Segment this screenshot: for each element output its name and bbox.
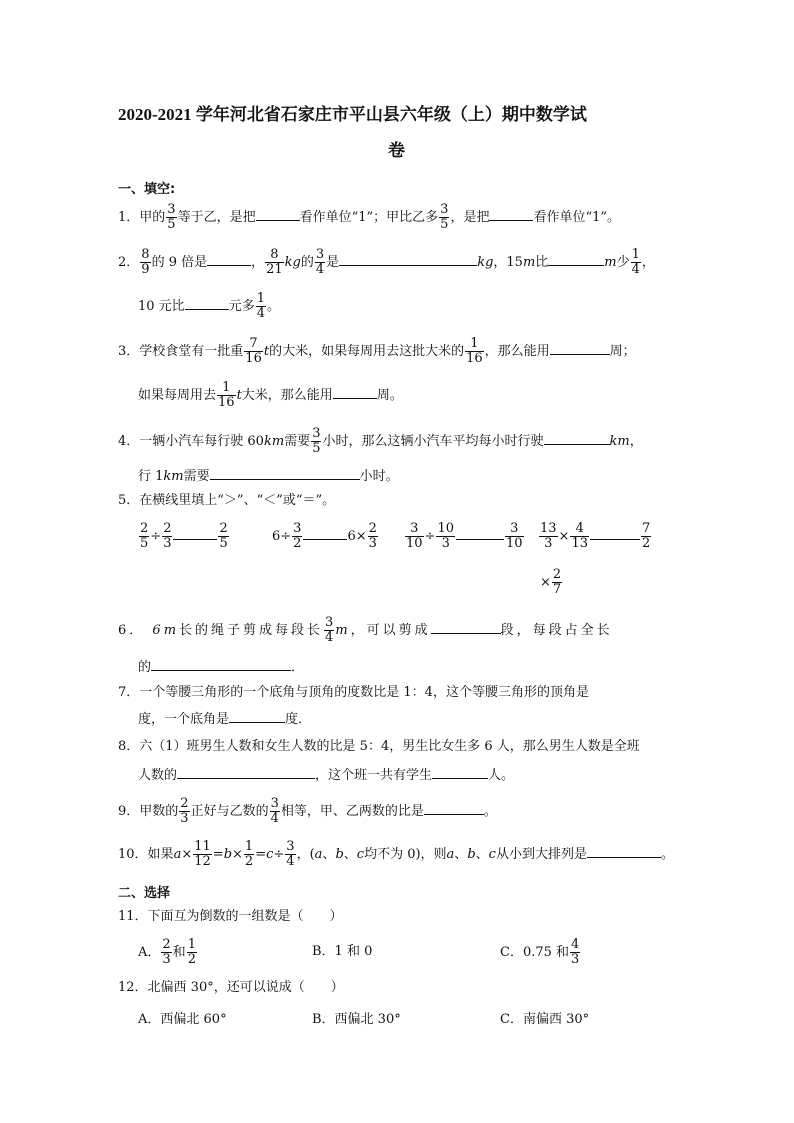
answer-blank[interactable]: [550, 340, 610, 355]
answer-blank[interactable]: [456, 525, 504, 540]
q11-option-c[interactable]: C．0.75 和 $\frac{4}{3}$: [500, 937, 580, 967]
denominator: 5: [140, 536, 149, 551]
answer-blank[interactable]: [151, 656, 291, 671]
answer-blank[interactable]: [339, 251, 477, 266]
numerator: 8: [270, 247, 279, 262]
denominator: 3: [436, 536, 455, 551]
denominator: 16: [245, 351, 262, 366]
question-8-cont: 人数的 ，这个班一共有学生 人。: [138, 764, 514, 786]
denominator: 5: [167, 217, 176, 232]
numerator: 3: [167, 202, 176, 217]
fraction: [311, 427, 321, 456]
fraction: [315, 248, 325, 277]
numerator: 3: [510, 521, 519, 536]
denominator: 5: [312, 441, 321, 456]
answer-blank[interactable]: [229, 708, 285, 723]
numerator: 2: [140, 521, 149, 536]
answer-blank[interactable]: [590, 525, 640, 540]
denominator: 3: [571, 952, 580, 967]
denominator: 10: [406, 536, 423, 551]
numerator: 3: [440, 202, 449, 217]
q5-expr-4: $\frac{13}{3}$ × $\frac{4}{13}$ $\frac{7}{2}$: [540, 521, 651, 551]
numerator: 1: [256, 291, 265, 306]
question-3-cont: 如果每周用去 $\frac{1}{16}$ t大米，那么能用 周。: [138, 380, 403, 410]
numerator: 2: [368, 521, 377, 536]
numerator: 1: [187, 937, 196, 952]
fraction: [631, 248, 641, 277]
fraction: [570, 522, 589, 551]
denominator: 13: [571, 536, 588, 551]
numerator: 1: [631, 247, 640, 262]
fraction: [187, 938, 197, 967]
denominator: 9: [141, 262, 150, 277]
denominator: 16: [218, 395, 235, 410]
fraction: [217, 381, 236, 410]
numerator: 7: [249, 336, 258, 351]
answer-blank[interactable]: [173, 525, 217, 540]
answer-blank[interactable]: [303, 525, 347, 540]
question-8: 8．六（1）班男生人数和女生人数的比是 5：4，男生比女生多 6 人，那么男生人数是全班: [118, 739, 640, 754]
fraction: [292, 522, 302, 551]
numerator: 3: [325, 615, 334, 630]
q12-option-c[interactable]: C．南偏西 30°: [500, 1012, 590, 1027]
numerator: 3: [410, 521, 419, 536]
fraction: [324, 616, 334, 645]
numerator: 1: [222, 380, 231, 395]
question-5: 5．在横线里填上“＞”、“＜”或“＝”。: [118, 493, 336, 508]
denominator: 12: [194, 854, 211, 869]
q5-expr-3: $\frac{3}{10}$ ÷ $\frac{10}{3}$ $\frac{3}{10}$: [406, 521, 523, 551]
question-4: 4．一辆小汽车每行驶 60km需要 $\frac{3}{5}$ 小时，那么这辆小汽车平均每小时行驶 km，: [118, 426, 643, 456]
denominator: 4: [631, 262, 640, 277]
answer-blank[interactable]: [210, 465, 360, 480]
fraction: [140, 248, 150, 277]
fraction: [270, 797, 280, 826]
fraction: [162, 522, 172, 551]
denominator: 3: [162, 952, 171, 967]
answer-blank[interactable]: [424, 800, 484, 815]
answer-blank[interactable]: [185, 295, 229, 310]
answer-blank[interactable]: [548, 251, 604, 266]
denominator: 5: [219, 536, 228, 551]
denominator: 4: [325, 630, 334, 645]
question-10: 10．如果a× $\frac{11}{12}$ =b× $\frac{1}{2}$ =c÷ $\frac{3}{4}$ ，(a、b、c均不为 0)，则a、b、c从小到大排列是 。: [118, 839, 674, 869]
numerator: 1: [470, 336, 479, 351]
section-fill-blank: 一、填空:: [118, 182, 176, 197]
answer-blank[interactable]: [207, 251, 251, 266]
fraction: [552, 568, 562, 597]
denominator: 3: [368, 536, 377, 551]
answer-blank[interactable]: [432, 764, 488, 779]
fraction: [439, 203, 449, 232]
denominator: 3: [539, 536, 558, 551]
fraction: [539, 522, 558, 551]
answer-blank[interactable]: [489, 206, 533, 221]
numerator: 1: [244, 839, 254, 854]
numerator: 3: [312, 426, 321, 441]
numerator: 8: [141, 247, 150, 262]
denominator: 2: [642, 536, 651, 551]
q11-option-a[interactable]: A． $\frac{2}{3}$ 和 $\frac{1}{2}$: [138, 937, 196, 967]
fraction: [244, 840, 254, 869]
question-6-cont: 的 ．: [138, 656, 304, 678]
answer-blank[interactable]: [256, 206, 300, 221]
fraction: [505, 522, 524, 551]
fraction: [265, 248, 284, 277]
denominator: 21: [266, 262, 283, 277]
denominator: 4: [256, 306, 265, 321]
denominator: 16: [466, 351, 483, 366]
answer-blank[interactable]: [177, 764, 315, 779]
denominator: 2: [293, 536, 302, 551]
fraction: [161, 938, 171, 967]
q11-option-b[interactable]: B．1 和 0: [312, 944, 373, 959]
q12-option-a[interactable]: A．西偏北 60°: [138, 1012, 227, 1027]
fraction: [570, 938, 580, 967]
question-9: 9．甲数的 $\frac{2}{3}$ 正好与乙数的 $\frac{3}{4}$ 相等，甲、乙两数的比是 。: [118, 796, 497, 826]
q12-option-b[interactable]: B．西偏北 30°: [312, 1012, 401, 1027]
question-12: 12．北偏西 30°，还可以说成（ ）: [118, 980, 344, 995]
numerator: 2: [552, 567, 562, 582]
denominator: 10: [506, 536, 523, 551]
numerator: 2: [180, 796, 189, 811]
fraction: [193, 840, 212, 869]
numerator: 3: [270, 796, 279, 811]
numerator: 4: [575, 521, 584, 536]
fraction: [179, 797, 189, 826]
page-title-cont: 卷: [388, 141, 405, 160]
denominator: 4: [315, 262, 325, 277]
fraction: [405, 522, 424, 551]
fraction: [436, 522, 455, 551]
denominator: 3: [163, 536, 172, 551]
question-2: 2． $\frac{8}{9}$ 的 9 倍是 ， $\frac{8}{21}$ kg的 $\frac{3}{4}$ 是 kg，15m比 m少 $\frac{1}{4}$ ，: [118, 247, 655, 277]
answer-blank[interactable]: [587, 843, 661, 858]
numerator: 3: [286, 839, 295, 854]
section-choice: 二、选择: [118, 886, 171, 901]
q5-expr-1: $\frac{2}{5}$ ÷ $\frac{2}{3}$ $\frac{2}{5}$: [140, 521, 228, 551]
numerator: 10: [437, 521, 454, 536]
fraction: [139, 522, 149, 551]
denominator: 7: [552, 582, 562, 597]
question-7-cont: 度，一个底角是 度．: [138, 708, 311, 730]
denominator: 2: [187, 952, 196, 967]
answer-blank[interactable]: [431, 619, 501, 634]
denominator: 3: [180, 811, 189, 826]
answer-blank[interactable]: [333, 384, 377, 399]
fraction: [244, 337, 263, 366]
question-2-cont: 10 元比 元多 $\frac{1}{4}$ 。: [138, 291, 280, 321]
denominator: 2: [244, 854, 254, 869]
question-6: 6． 6m长的绳子剪成每段长 $\frac{3}{4}$ m，可以剪成 段，每段占全长: [118, 615, 613, 645]
q5-expr-2: 6÷ $\frac{3}{2}$ 6× $\frac{2}{3}$: [272, 521, 377, 551]
numerator: 2: [163, 521, 172, 536]
numerator: 3: [315, 247, 325, 262]
question-1: 1．甲的 $\frac{3}{5}$ 等于乙，是把 看作单位“1”；甲比乙多 $\frac{3}{5}$ ，是把 看作单位“1”。: [118, 202, 621, 232]
question-3: 3．学校食堂有一批重 $\frac{7}{16}$ t的大米，如果每周用去这批大米的 $\frac{1}{16}$ ，那么能用 周；: [118, 336, 636, 366]
fraction: [285, 840, 295, 869]
numerator: 2: [219, 521, 228, 536]
numerator: 2: [162, 937, 171, 952]
numerator: 3: [293, 521, 302, 536]
fraction: [641, 522, 651, 551]
fraction: [218, 522, 228, 551]
numerator: 7: [642, 521, 651, 536]
denominator: 4: [270, 811, 279, 826]
answer-blank[interactable]: [544, 430, 610, 445]
numerator: 4: [571, 937, 580, 952]
numerator: 11: [194, 839, 211, 854]
denominator: 5: [440, 217, 449, 232]
fraction: [465, 337, 484, 366]
numerator: 13: [540, 521, 557, 536]
page-title: 2020-2021 学年河北省石家庄市平山县六年级（上）期中数学试: [118, 105, 587, 124]
fraction: [166, 203, 176, 232]
question-7: 7．一个等腰三角形的一个底角与顶角的度数比是 1：4，这个等腰三角形的顶角是: [118, 685, 589, 700]
question-11: 11．下面互为倒数的一组数是（ ）: [118, 909, 343, 924]
fraction: [256, 292, 266, 321]
fraction: [368, 522, 378, 551]
q5-expr-4-cont: × $\frac{2}{7}$: [540, 567, 562, 597]
denominator: 4: [286, 854, 295, 869]
question-4-cont: 行 1km需要 小时。: [138, 465, 399, 487]
